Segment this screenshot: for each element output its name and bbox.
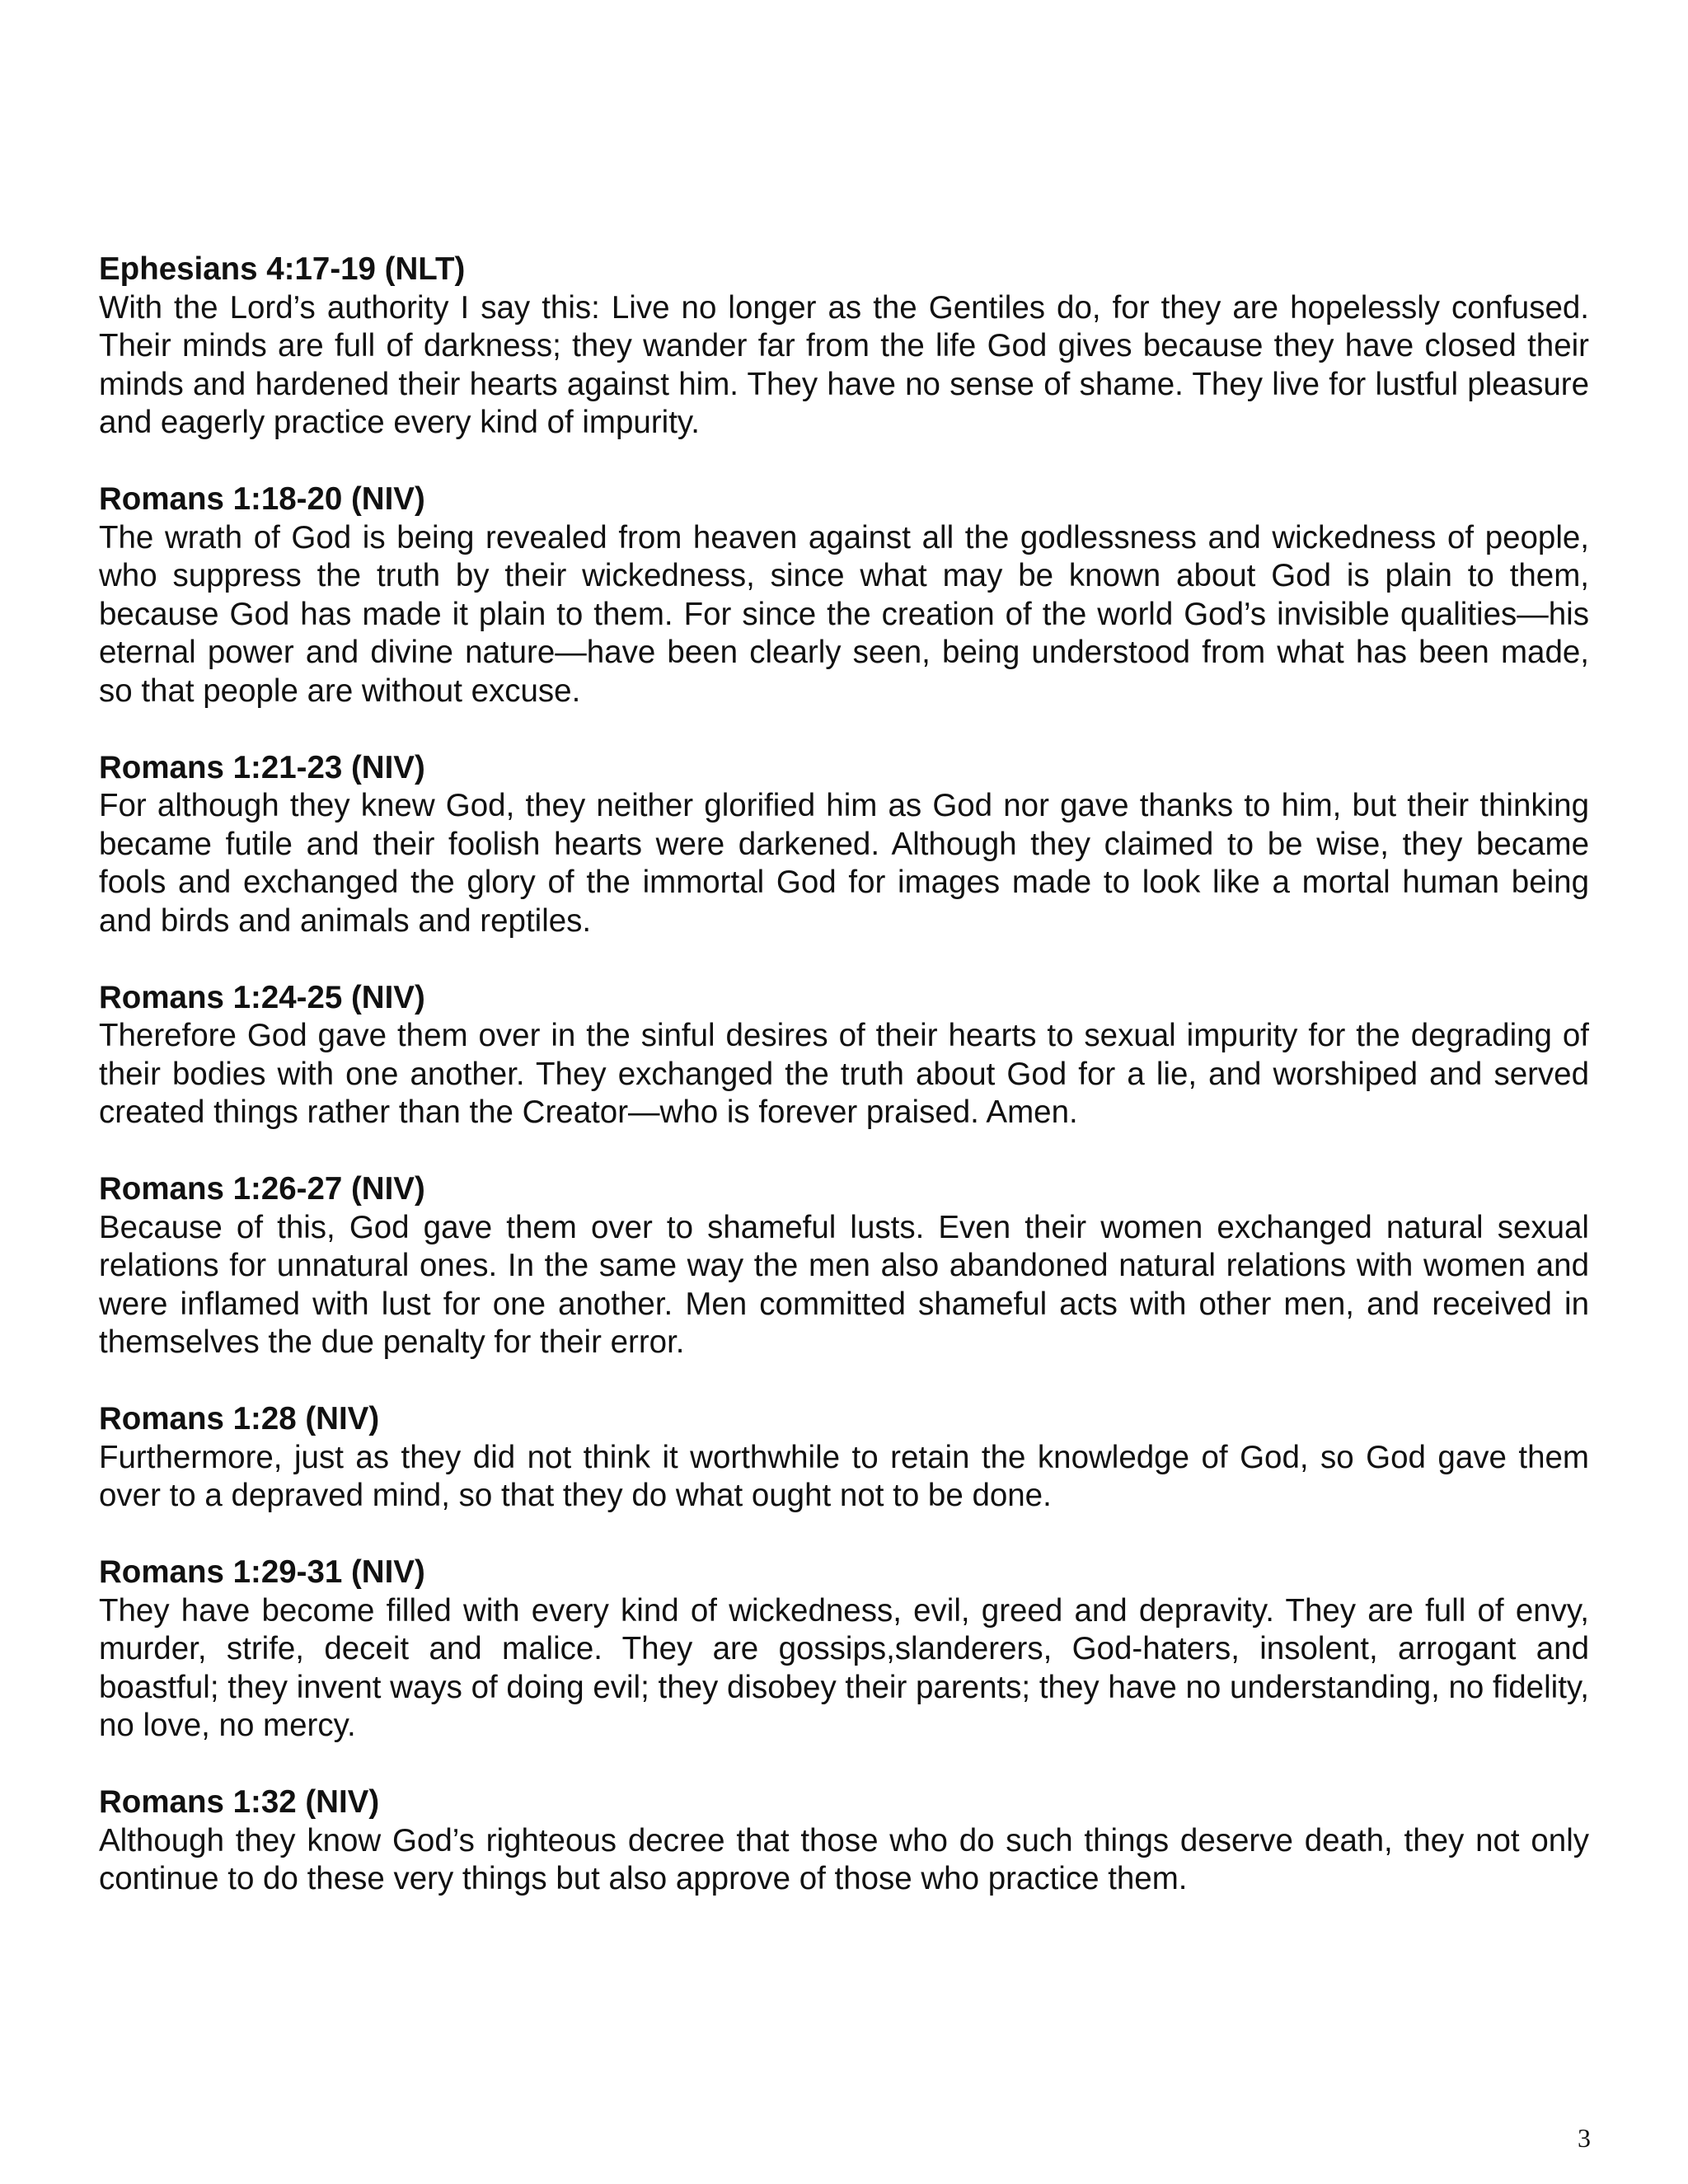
- passage-text: Therefore God gave them over in the sinful desires of their hearts to sexual impurity for the degrading of their bodies with one another. They exchanged the truth about God for a lie, and worshiped and served created things rather than the Creator—who is forever praised. Amen.: [99, 1018, 1589, 1130]
- passage-text: Although they know God’s righteous decree that those who do such things deserve death, they not only continue to do these very things but also approve of those who practice them.: [99, 1822, 1589, 1896]
- passage-text: Furthermore, just as they did not think it worthwhile to retain the knowledge of God, so God gave them over to a depraved mind, so that they do what ought not to be done.: [99, 1439, 1589, 1513]
- passage-romans-1-26-27: [99, 1170, 1589, 1362]
- passage-text: They have become filled with every kind of wickedness, evil, greed and depravity. They are full of envy, murder, strife, deceit and malice. They are gossips,slanderers, God-haters, insolent, arrogant and boastful; they invent ways of doing evil; they disobey their parents; they have no understanding, no fidelity, no love, no mercy.: [99, 1592, 1589, 1743]
- passage-romans-1-29-31: [99, 1554, 1589, 1746]
- passage-reference: Romans 1:24-25 (NIV): [99, 979, 425, 1015]
- passage-romans-1-28: [99, 1400, 1589, 1516]
- page-number: 3: [1578, 2123, 1591, 2153]
- passage-text: For although they knew God, they neither glorified him as God nor gave thanks to him, but their thinking became futile and their foolish hearts were darkened. Although they claimed to be wise, they became fools and exchanged the glory of the immortal God for images made to look like a mortal human being and birds and animals and reptiles.: [99, 788, 1589, 939]
- passage-text: The wrath of God is being revealed from heaven against all the godlessness and wickedness of people, who suppress the truth by their wickedness, since what may be known about God is plain to them, because God has made it plain to them. For since the creation of the world God’s invisible qualities—his eternal power and divine nature—have been clearly seen, being understood from what has been made, so that people are without excuse.: [99, 519, 1589, 709]
- passage-romans-1-32: [99, 1783, 1589, 1899]
- passage-text: Because of this, God gave them over to shameful lusts. Even their women exchanged natural sexual relations for unnatural ones. In the same way the men also abandoned natural relations with women and were inflamed with lust for one another. Men committed shameful acts with other men, and received in themselves the due penalty for their error.: [99, 1209, 1589, 1360]
- passage-reference: Romans 1:18-20 (NIV): [99, 481, 425, 517]
- passage-reference: Romans 1:28 (NIV): [99, 1401, 380, 1436]
- passage-reference: Romans 1:29-31 (NIV): [99, 1554, 425, 1590]
- passage-romans-1-24-25: [99, 979, 1589, 1132]
- passage-reference: Ephesians 4:17-19 (NLT): [99, 251, 466, 287]
- passage-reference: Romans 1:32 (NIV): [99, 1784, 380, 1820]
- passage-reference: Romans 1:26-27 (NIV): [99, 1171, 425, 1207]
- passage-reference: Romans 1:21-23 (NIV): [99, 749, 425, 785]
- scripture-list: [99, 251, 1589, 1937]
- passage-text: With the Lord’s authority I say this: Live no longer as the Gentiles do, for they are hopelessly confused. Their minds are full of darkness; they wander far from the life God gives because they have closed their minds and hardened their hearts against him. They have no sense of shame. They live for lustful pleasure and eagerly practice every kind of impurity.: [99, 289, 1589, 440]
- passage-ephesians-4-17-19: [99, 251, 1589, 443]
- passage-romans-1-18-20: [99, 480, 1589, 710]
- passage-romans-1-21-23: [99, 749, 1589, 941]
